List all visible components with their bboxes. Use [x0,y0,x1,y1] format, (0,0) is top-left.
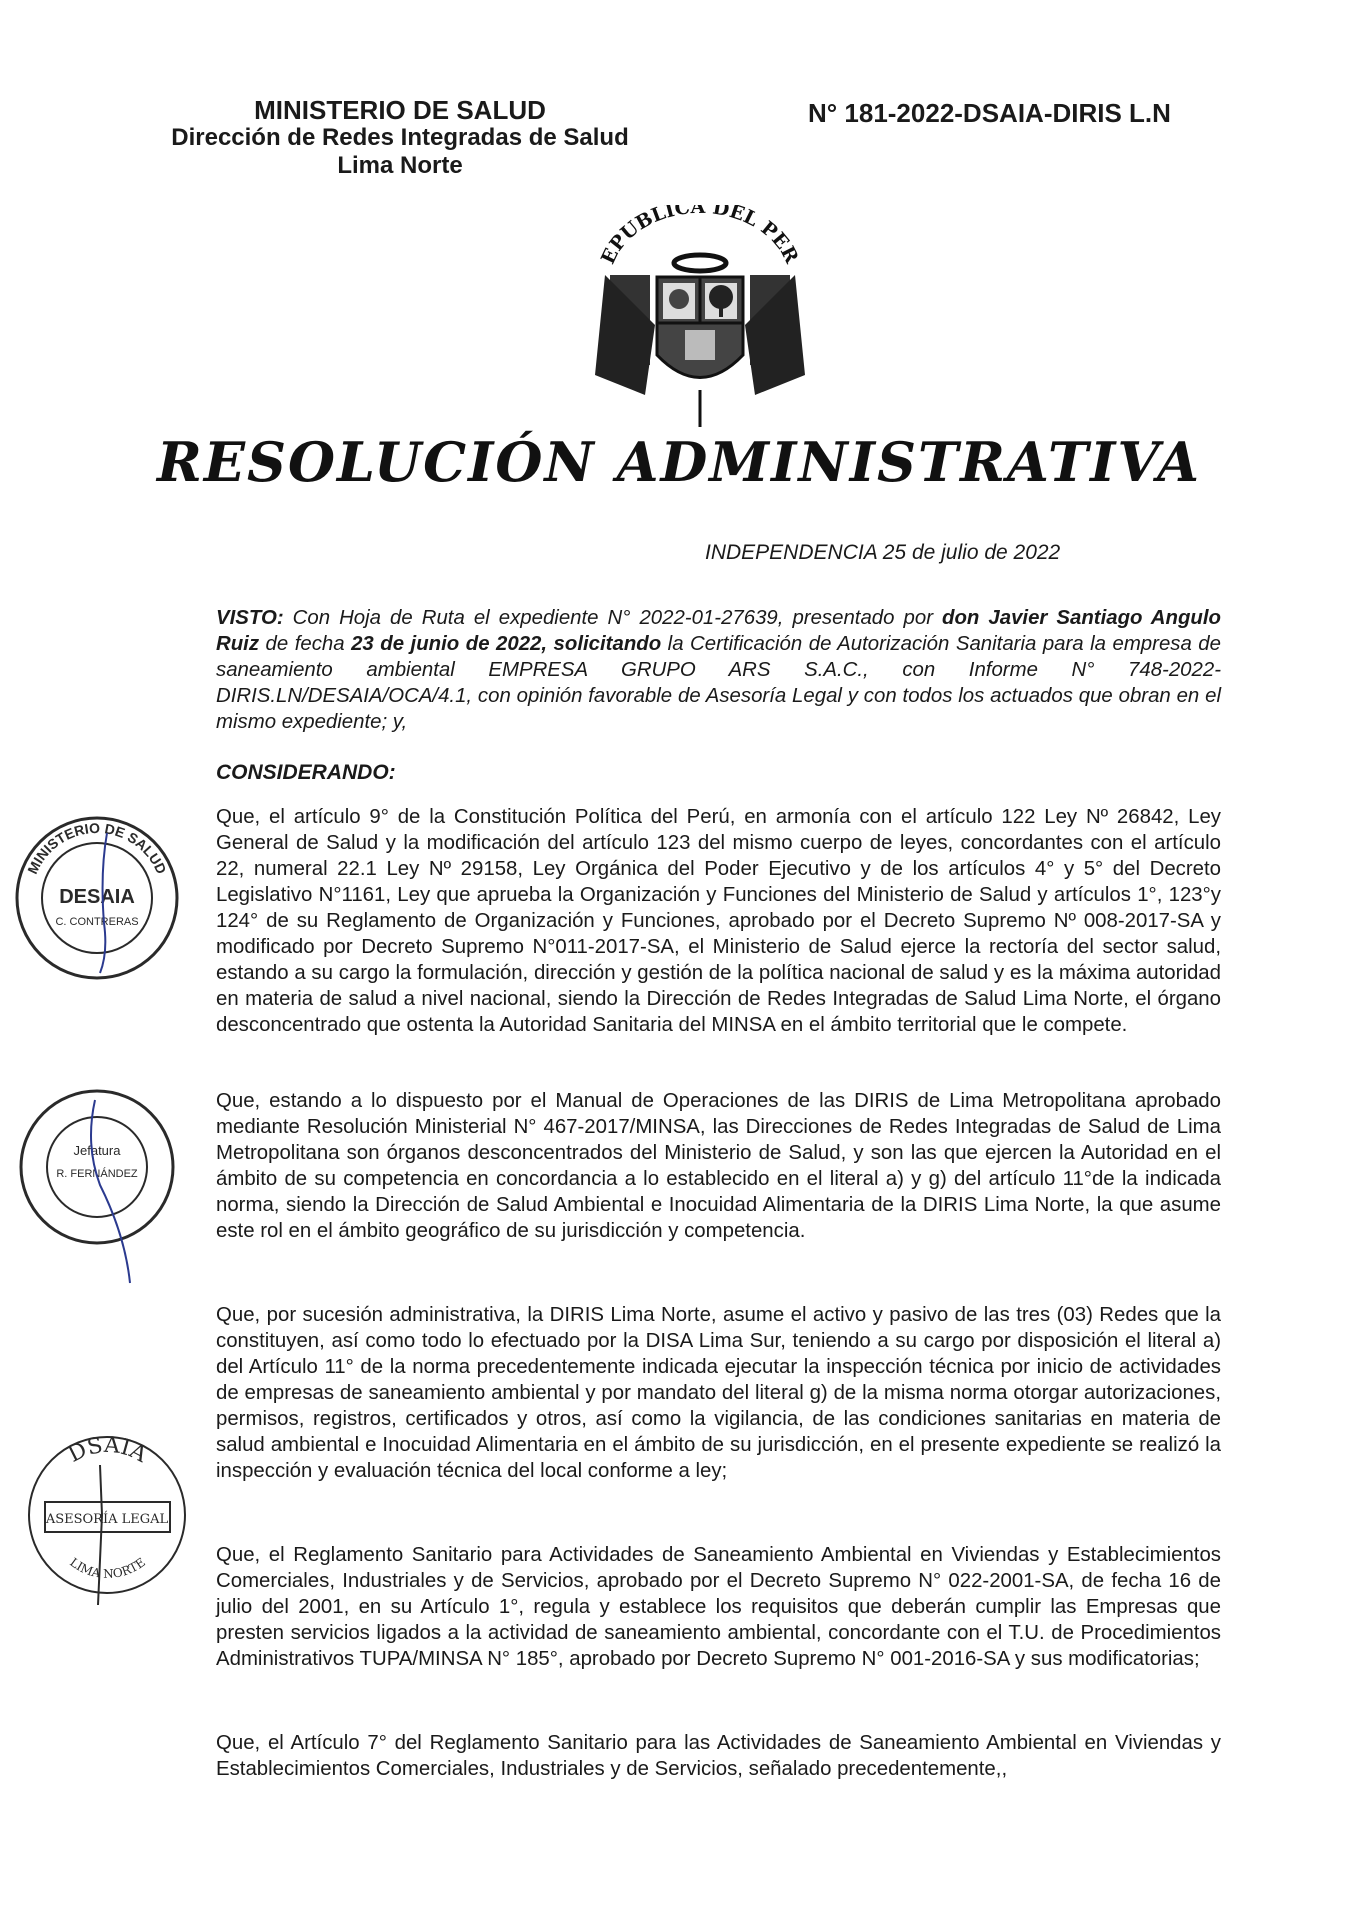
document-title: RESOLUCIÓN ADMINISTRATIVA [156,430,1202,494]
stamp-2-center: Jefatura [73,1143,121,1158]
stamp-3-center: ASESORÍA LEGAL [45,1512,169,1527]
coat-of-arms-icon [585,205,815,430]
document-number: N° 181-2022-DSAIA-DIRIS L.N [808,98,1171,128]
emblem-caption: EPUBLICA DEL PER [597,205,803,268]
region-name: Lima Norte [337,152,463,179]
visto-date: 23 de junio de 2022, solicitando [351,633,662,655]
stamp-1-sub: C. CONTRERAS [55,916,139,928]
paragraph: Que, el Reglamento Sanitario para Actividades de Saneamiento Ambiental en Viviendas y Establecimientos Comerciales, Industriales y de Servicios, aprobado por el Decreto Supremo N° 022-2001-SA, de fecha 16 de julio del 2001, en su Artículo 1°, regula y establece los requisitos que deberán cumplir las Empresas que presten servicios ligados a la actividad de saneamiento ambiental, concordante con el T.U. de Procedimientos Administrativos TUPA/MINSA N° 185°, aprobado por Decreto Supremo N° 001-2016-SA y sus modificatorias; [216,1544,1221,1670]
visto-applicant: don Javier Santiago Angulo Ruiz [216,607,1221,655]
svg-text:DSAIA [64,1433,152,1469]
considerando-heading: CONSIDERANDO: [216,761,396,784]
paragraph: Que, el artículo 9° de la Constitución Política del Perú, en armonía con el artículo 122 Ley Nº 26842, Ley General de Salud y la modificación del artículo 123 del mismo cuerpo de leyes, concordantes con el artículo 22, numeral 22.1 Ley Nº 29158, Ley Orgánica del Poder Ejecutivo y de los artículos 4° y 5° del Decreto Legislativo N°1161, Ley que aprueba la Organización y Funciones del Ministerio de Salud y artículos 1°, 123°y 124° de su Reglamento de Organización y Funciones, aprobado por el Decreto Supremo Nº 008-2017-SA y modificado por Decreto Supremo N°011-2017-SA, el Ministerio de Salud ejerce la rectoría del sector salud, estando a su cargo la formulación, dirección y gestión de la política nacional de salud y es la máxima autoridad en materia de salud a nivel nacional, siendo la Dirección de Redes Integradas de Salud Lima Norte, el órgano desconcentrado que ostenta la Autoridad Sanitaria del MINSA en el ámbito territorial que le compete. [216,806,1221,1036]
stamp-3-top: DSAIA [64,1432,151,1468]
directorate-name: Dirección de Redes Integradas de Salud [171,124,629,151]
paragraph: Que, por sucesión administrativa, la DIRIS Lima Norte, asume el activo y pasivo de las tres (03) Redes que la constituyen, así como todo lo efectuado por la DISA Lima Sur, teniendo a su cargo por disposición el literal a) del Artículo 11° de la norma precedentemente indicada ejecutar la inspección técnica por inicio de actividades de empresas de saneamiento ambiental y por mandato del literal g) de la misma norma otorgar autorizaciones, permisos, registros, certificados y otros, así como la vigilancia, de las condiciones sanitarias en materia de salud ambiental e Inocuidad Alimentaria en el ámbito de su jurisdicción, en el presente expediente se realizó la inspección y evaluación técnica del local conforme a ley; [216,1304,1221,1482]
visto-text-1: Con Hoja de Ruta el expediente N° 2022-01-27639, presentado por [283,607,943,629]
svg-text:LIMA NORTE [67,1555,148,1581]
svg-text:MINISTERIO DE SALUD [24,820,170,877]
asesoria-legal-stamp [20,1425,195,1615]
jefatura-stamp [15,1085,180,1285]
visto-paragraph [216,605,1221,735]
stamp-3-bottom: LIMA NORTE [67,1555,148,1581]
visto-label: VISTO: [216,607,284,629]
stamp-1-top: MINISTERIO DE SALUD [24,819,170,877]
visto-text-2: de fecha [259,633,352,655]
paragraph: Que, estando a lo dispuesto por el Manual de Operaciones de las DIRIS de Lima Metropolitana aprobado mediante Resolución Ministerial N° 467-2017/MINSA, las Direcciones de Redes Integradas de Salud de Lima Metropolitana son órganos desconcentrados del Ministerio de Salud, y son las que ejercen la Autoridad en el ámbito de su competencia en concordancia a lo establecido en el literal a) y g) del artículo 11°de la indicada norma, siendo la Dirección de Salud Ambiental e Inocuidad Alimentaria de la DIRIS Lima Norte, la que asume este rol en el ámbito geográfico de su jurisdicción y competencia. [216,1090,1221,1242]
ministry-name: MINISTERIO DE SALUD [254,95,546,125]
visto-text-3: la Certificación de Autorización Sanitaria para la empresa de saneamiento ambiental EMPRESA GRUPO ARS S.A.C., con Informe N° 748-2022-DIRIS.LN/DESAIA/OCA/4.1, con opinión favorable de Asesoría Legal y con todos los actuados que obran en el mismo expediente; y, [216,633,1221,733]
paragraph: Que, el Artículo 7° del Reglamento Sanitario para las Actividades de Saneamiento Ambiental en Viviendas y Establecimientos Comerciales, Industriales y de Servicios, señalado precedentemente,, [216,1732,1221,1780]
header-institution [150,96,650,180]
signature-icon [98,1465,102,1605]
date-line: INDEPENDENCIA 25 de julio de 2022 [705,541,1061,564]
desaia-stamp [12,813,182,983]
stamp-2-name: R. FERNÁNDEZ [56,1168,138,1180]
stamp-1-center: DESAIA [59,886,135,908]
signature-icon [91,1100,130,1283]
svg-text:REPUBLICA DEL PERU [585,205,803,267]
